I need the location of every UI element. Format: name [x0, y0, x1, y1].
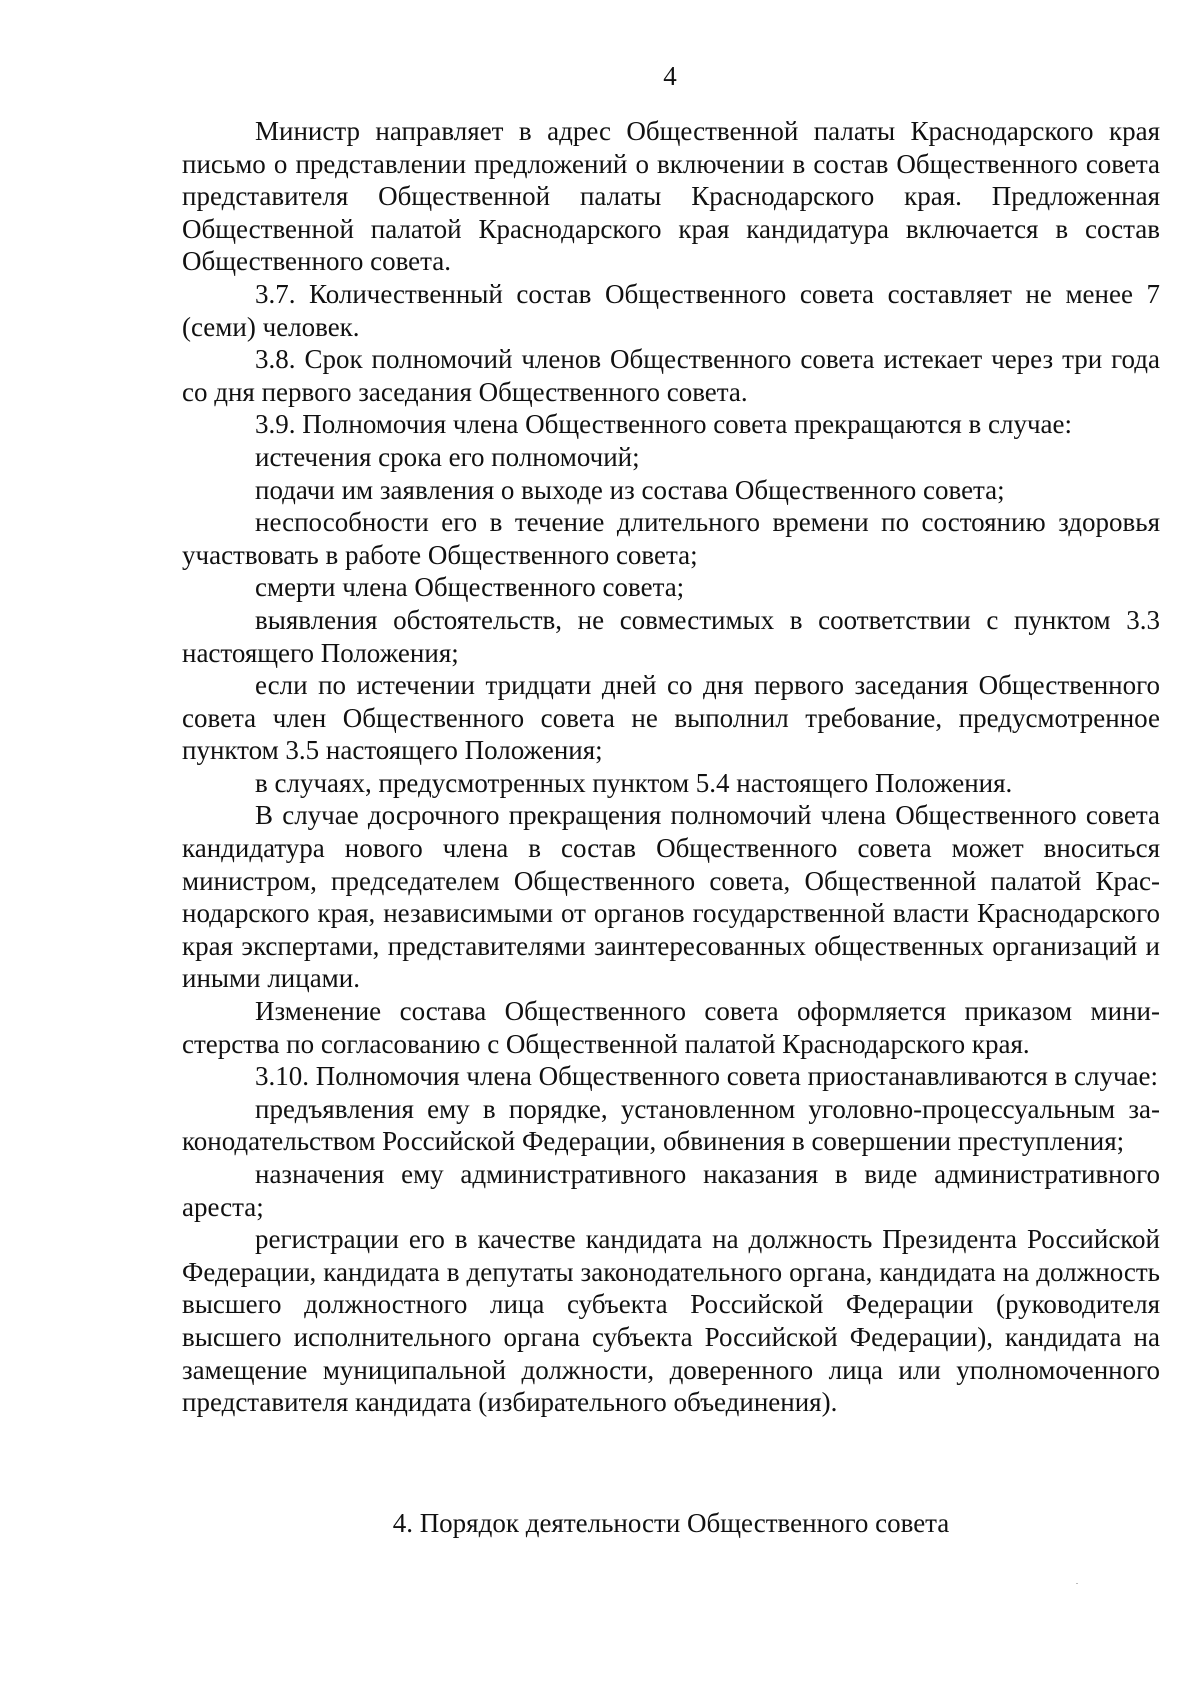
- document-body: [182, 115, 1160, 1419]
- paragraph-3-10: 3.10. Полномочия члена Общественного совета приостанавливаются в случае:: [255, 1061, 1159, 1092]
- list-item-incompatibility: выявления обстоятельств, не совместимых в соответствии с пунктом 3.3 настоящего Положения;: [182, 604, 1160, 668]
- list-item-arrest: назначения ему административного наказания в виде административного ареста;: [182, 1159, 1160, 1222]
- list-item-requirement-unmet: если по истечении тридцати дней со дня первого заседания Общественного совета член Общественного совета не выполнил требование, предусмотренное пунктом 3.5 настоящего Положения;: [182, 670, 1160, 766]
- list-item-term-expiry: истечения срока его полномочий;: [255, 441, 640, 472]
- paragraph-early-termination: В случае досрочного прекращения полномочий члена Общественного совета кандидатура нового члена в состав Общественного совета может вноситься министром, председателем Общественного совета, Общественной палатой Краснодарского края, независимыми от органов государственной власти Краснодарского края экспертами, представителями заинтересованных общественных организаций и иными лицами.: [182, 800, 1160, 994]
- paragraph-3-8: 3.8. Срок полномочий членов Общественного совета истекает через три года со дня первого заседания Общественного совета.: [182, 344, 1160, 407]
- list-item-incapacity: неспособности его в течение длительного времени по состоянию здоровья участвовать в работе Общественного совета;: [182, 507, 1160, 570]
- paragraph-composition-change: Изменение состава Общественного совета оформляется приказом министерства по согласованию с Общественной палатой Краснодарского края.: [182, 996, 1160, 1059]
- page-number: 4: [663, 61, 677, 91]
- paragraph-3-7: 3.7. Количественный состав Общественного совета составляет не менее 7 (семи) человек.: [182, 278, 1160, 342]
- paragraph-minister-letter: Министр направляет в адрес Общественной палаты Краснодарского края письмо о представлении предложений о включении в состав Общественного совета представителя Общественной палаты Краснодарского края. Предложенная Общественной палатой Краснодарского края кандидатура включается в состав Общественного совета.: [182, 116, 1160, 277]
- list-item-accusation: предъявления ему в порядке, установленном уголовно-процессуальным законодательством Российской Федерации, обвинения в совершении преступления;: [182, 1093, 1160, 1157]
- list-item-candidate-registration: регистрации его в качестве кандидата на должность Президента Российской Федерации, кандидата в депутаты законодательного органа, кандидата на должность высшего должностного лица субъекта Российской Федерации (руководителя высшего исполнительного органа субъекта Российской Федерации), кандидата на замещение муниципальной должности, доверенного лица или уполномоченного представителя кандидата (избирательного объединения).: [182, 1224, 1160, 1418]
- section-heading: 4. Порядок деятельности Общественного совета: [392, 1508, 950, 1538]
- list-item-resignation: подачи им заявления о выходе из состава Общественного совета;: [255, 474, 1005, 505]
- list-item-clause-5-4: в случаях, предусмотренных пунктом 5.4 настоящего Положения.: [255, 767, 1013, 798]
- list-item-death: смерти члена Общественного совета;: [255, 572, 685, 603]
- scan-speck: [1076, 1583, 1078, 1584]
- paragraph-3-9: 3.9. Полномочия члена Общественного совета прекращаются в случае:: [255, 409, 1073, 440]
